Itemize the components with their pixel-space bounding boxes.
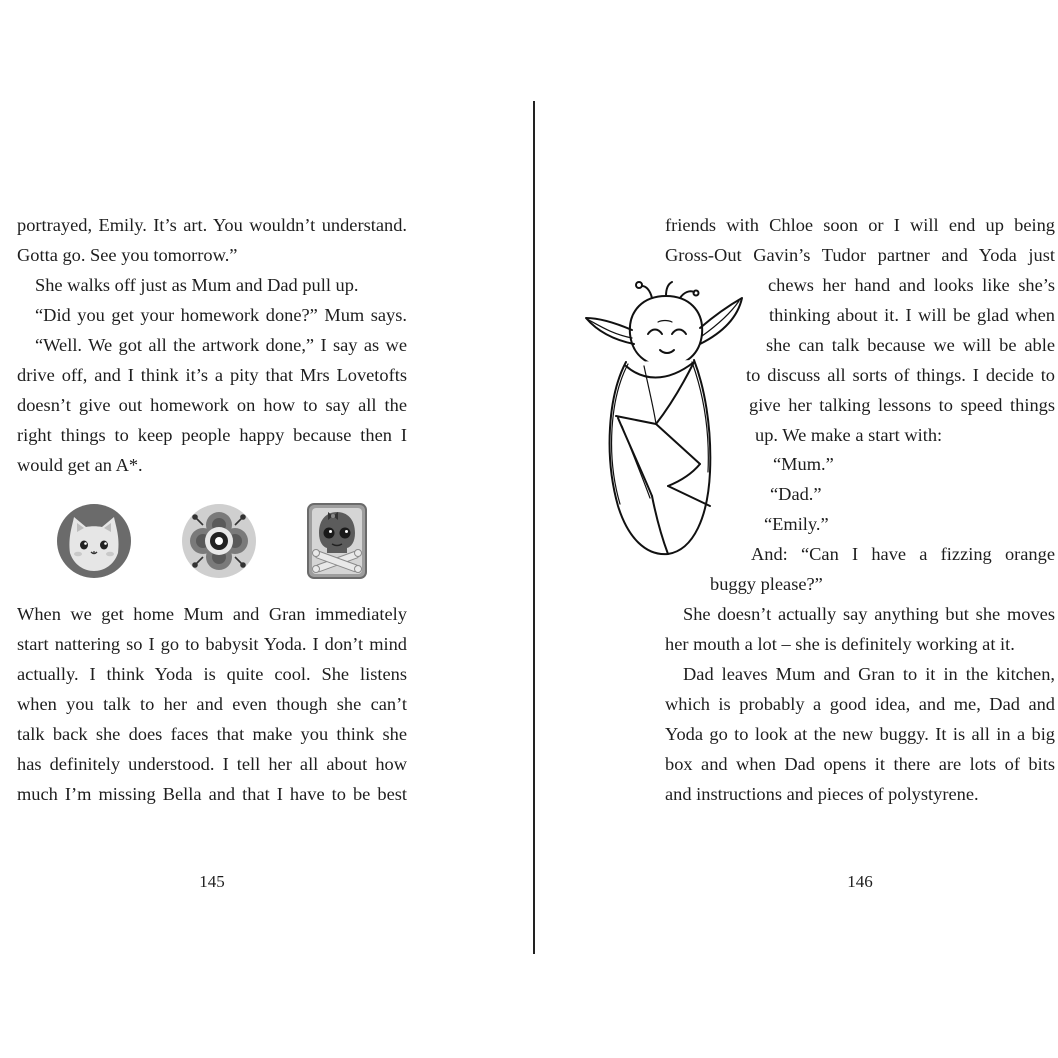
text-line: chews her hand and looks like she’s <box>768 275 1055 295</box>
text-line: start nattering so I go to babysit Yoda. I don’t mind <box>17 634 407 654</box>
text-line: Yoda go to look at the new buggy. It is all in a big <box>665 724 1055 744</box>
text-line: which is probably a good idea, and me, Dad and <box>665 694 1055 714</box>
text-line: “Emily.” <box>764 514 829 534</box>
text-line: Gross-Out Gavin’s Tudor partner and Yoda just <box>665 245 1055 265</box>
text-line: And: “Can I have a fizzing orange <box>751 544 1055 564</box>
text-line: up. We make a start with: <box>755 425 943 445</box>
text-line: thinking about it. I will be glad when <box>769 305 1055 325</box>
page-number: 145 <box>199 872 225 891</box>
skull-crossbones-icon <box>306 503 368 579</box>
text-line: talk back she does faces that make you think she <box>17 724 407 744</box>
text-line: she can talk because we will be able <box>766 335 1055 355</box>
text-line: right things to keep people happy because then I <box>17 425 407 445</box>
text-line: box and when Dad opens it there are lots of bits <box>665 754 1055 774</box>
text-line: much I’m missing Bella and that I have to be best <box>17 784 407 804</box>
flower-icon <box>181 503 257 579</box>
text-line: drive off, and I think it’s a pity that Mrs Lovetofts <box>17 365 407 385</box>
text-line: doesn’t give out homework on how to say all the <box>17 395 407 415</box>
swaddled-baby-yoda-illustration <box>582 276 748 560</box>
cat-face-icon <box>56 503 132 579</box>
text-line: her mouth a lot – she is definitely working at it. <box>665 634 1015 654</box>
text-line: “Well. We got all the artwork done,” I say as we <box>35 335 407 355</box>
text-line: buggy please?” <box>710 574 823 594</box>
text-line: When we get home Mum and Gran immediately <box>17 604 407 624</box>
text-line: portrayed, Emily. It’s art. You wouldn’t understand. <box>17 215 407 235</box>
text-line: “Mum.” <box>773 454 834 474</box>
text-line: and instructions and pieces of polystyrene. <box>665 784 979 804</box>
text-line: has definitely understood. I tell her all about how <box>17 754 407 774</box>
text-line: give her talking lessons to speed things <box>749 395 1055 415</box>
text-line: friends with Chloe soon or I will end up being <box>665 215 1055 235</box>
text-line: Dad leaves Mum and Gran to it in the kitchen, <box>683 664 1055 684</box>
page-number: 146 <box>847 872 873 891</box>
text-line: She walks off just as Mum and Dad pull up. <box>35 275 359 295</box>
text-line: “Dad.” <box>770 484 822 504</box>
page-gutter <box>533 101 535 954</box>
text-line: She doesn’t actually say anything but she moves <box>683 604 1055 624</box>
text-line: actually. I think Yoda is quite cool. She listens <box>17 664 407 684</box>
text-line: Gotta go. See you tomorrow.” <box>17 245 238 265</box>
text-line: “Did you get your homework done?” Mum says. <box>35 305 407 325</box>
text-line: would get an A*. <box>17 455 143 475</box>
text-line: to discuss all sorts of things. I decide to <box>746 365 1055 385</box>
text-line: when you talk to her and even though she can’t <box>17 694 407 714</box>
